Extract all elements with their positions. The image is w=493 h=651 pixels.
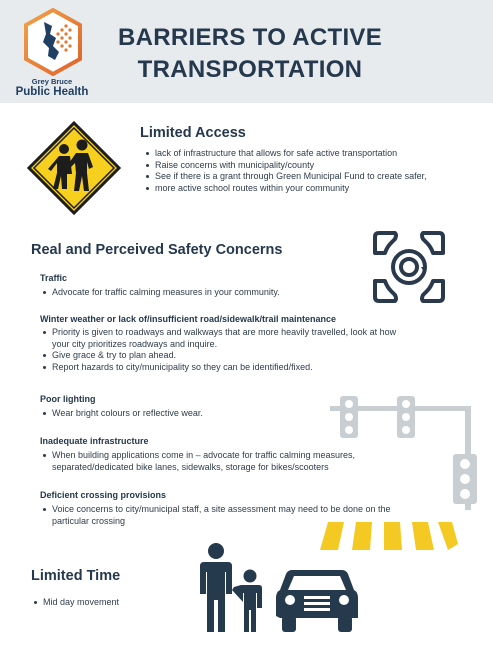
limited-time-heading: Limited Time [31, 568, 121, 584]
infrastructure-list [40, 450, 440, 473]
car-icon [276, 566, 358, 634]
hexagon-peninsula-logo-icon [22, 8, 84, 76]
list-item: lack of infrastructure that allows for safe active transportation [143, 148, 483, 160]
winter-title: Winter weather or lack of/insufficient road/sidewalk/trail maintenance [40, 314, 336, 324]
limited-access-heading: Limited Access [140, 125, 246, 141]
list-item: Report hazards to city/municipality so they can be identified/fixed. [40, 362, 480, 374]
parent-child-icon [198, 542, 270, 634]
roundabout-icon [371, 229, 447, 305]
list-item: Wear bright colours or reflective wear. [40, 408, 300, 420]
limited-time-list [31, 597, 211, 609]
page-title-line1: BARRIERS TO ACTIVE [117, 24, 383, 51]
logo-name: Public Health [15, 86, 89, 98]
list-item: Advocate for traffic calming measures in your community. [40, 287, 340, 299]
limited-access-list [143, 148, 483, 194]
lighting-list [40, 408, 300, 420]
crossing-title: Deficient crossing provisions [40, 490, 167, 500]
list-item [40, 450, 440, 473]
list-item: Raise concerns with municipality/county [143, 160, 483, 172]
list-item-line: Voice concerns to city/municipal staff, a site assessment may need to be done on the [52, 504, 391, 514]
page-title-line2: TRANSPORTATION [137, 56, 363, 83]
logo-org: Grey Bruce [31, 77, 73, 86]
page-title [100, 22, 400, 86]
list-item: Mid day movement [31, 597, 211, 609]
list-item: See if there is a grant through Green Municipal Fund to create safer, [143, 171, 483, 183]
list-item-line: separated/dedicated bike lanes, sidewalks, storage for bikes/scooters [52, 461, 329, 472]
list-item [40, 327, 480, 350]
lighting-title: Poor lighting [40, 394, 96, 404]
logo [10, 8, 94, 100]
school-crossing-sign-icon [27, 121, 121, 215]
safety-heading: Real and Perceived Safety Concerns [31, 242, 283, 258]
crosswalk-icon [318, 518, 458, 554]
list-item-line: your city prioritizes roadways and inquire. [52, 338, 218, 349]
list-item: Give grace & try to plan ahead. [40, 350, 480, 362]
list-item: more active school routes within your community [143, 183, 483, 195]
list-item-line: Priority is given to roadways and walkways that are more heavily travelled, look at how [52, 327, 397, 337]
infrastructure-title: Inadequate infrastructure [40, 436, 149, 446]
winter-list [40, 327, 480, 373]
list-item-line: When building applications come in – advocate for traffic calming measures, [52, 450, 355, 460]
header-banner [0, 0, 493, 103]
list-item-line: particular crossing [52, 515, 126, 526]
traffic-list [40, 287, 340, 299]
traffic-title: Traffic [40, 273, 68, 283]
